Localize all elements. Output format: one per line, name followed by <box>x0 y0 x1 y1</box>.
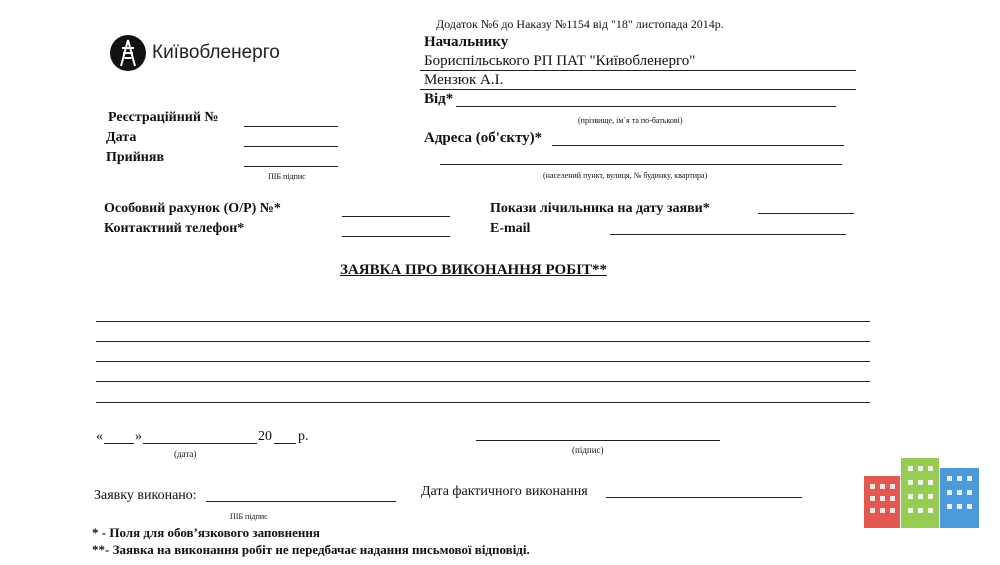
annex-reference: Додаток №6 до Наказу №1154 від "18" листопада 2014р. <box>436 17 724 31</box>
meter-reading-label: Покази лічильника на дату заяви* <box>490 201 710 216</box>
actual-date-label: Дата фактичного виконання <box>421 484 588 499</box>
addressee-line-1: Бориспільського РП ПАТ "Київобленерго" <box>424 53 696 69</box>
date-year-suffix: р. <box>298 429 309 444</box>
date-label: Дата <box>106 130 137 145</box>
signature-line[interactable] <box>476 440 720 441</box>
phone-line[interactable] <box>342 236 450 237</box>
account-line[interactable] <box>342 216 450 217</box>
addressee-line-2: Мензюк А.І. <box>424 72 504 88</box>
request-line-4[interactable] <box>96 381 870 382</box>
actual-date-line[interactable] <box>606 497 802 498</box>
request-line-3[interactable] <box>96 361 870 362</box>
signature-hint: (підпис) <box>572 445 604 455</box>
logo-text: Київобленерго <box>152 42 280 63</box>
address-field-line[interactable] <box>552 145 844 146</box>
power-pylon-icon <box>110 35 146 71</box>
addressee-underline-1 <box>420 70 856 71</box>
completion-label: Заявку виконано: <box>94 488 197 503</box>
note-required-fields: * - Поля для обов’язкового заповнення <box>92 525 320 540</box>
date-day-line[interactable] <box>104 443 134 444</box>
completion-sign-hint: ПІБ підпис <box>230 512 268 521</box>
from-field-line[interactable] <box>456 106 836 107</box>
from-label: Від* <box>424 91 454 107</box>
note-no-written-reply: **- Заявка на виконання робіт не передбачає надання письмової відповіді. <box>92 542 530 557</box>
from-hint: (прізвище, ім`я та по-батькові) <box>578 116 683 125</box>
request-line-5[interactable] <box>96 402 870 403</box>
meter-reading-line[interactable] <box>758 213 854 214</box>
date-month-line[interactable] <box>143 443 257 444</box>
account-label: Особовий рахунок (О/Р) №* <box>104 201 281 216</box>
accepted-label: Прийняв <box>106 150 165 165</box>
form-title: ЗАЯВКА ПРО ВИКОНАННЯ РОБІТ** <box>340 262 607 278</box>
phone-label: Контактний телефон* <box>104 221 245 236</box>
request-line-1[interactable] <box>96 321 870 322</box>
address-field-line-2[interactable] <box>440 164 842 165</box>
accepted-sign-hint: ПІБ підпис <box>268 172 306 181</box>
date-year-line[interactable] <box>274 443 296 444</box>
registry-number-line[interactable] <box>244 126 338 127</box>
address-label: Адреса (об'єкту)* <box>424 130 543 146</box>
addressee-title: Начальнику <box>424 34 509 50</box>
email-label: E-mail <box>490 221 531 236</box>
date-open-quote: « <box>96 429 103 444</box>
addressee-underline-2 <box>420 89 856 90</box>
address-hint: (населений пункт, вулиця, № будинку, квартира) <box>543 171 708 180</box>
date-close-quote: » <box>135 429 142 444</box>
accepted-line[interactable] <box>244 166 338 167</box>
completion-line[interactable] <box>206 501 396 502</box>
request-line-2[interactable] <box>96 341 870 342</box>
email-line[interactable] <box>610 234 846 235</box>
date-line[interactable] <box>244 146 338 147</box>
date-hint: (дата) <box>174 449 197 459</box>
registry-number-label: Реєстраційний № <box>108 110 219 125</box>
date-year-prefix: 20 <box>258 429 272 444</box>
buildings-watermark-icon <box>864 456 979 528</box>
